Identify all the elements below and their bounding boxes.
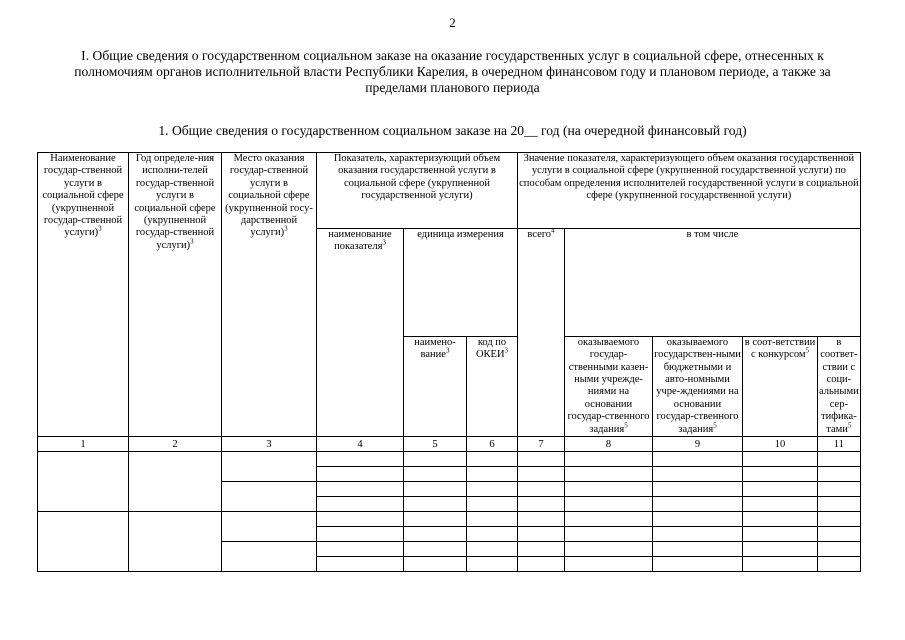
social-order-table — [37, 152, 861, 572]
column-number: 5 — [404, 437, 467, 452]
section-heading: I. Общие сведения о государственном социальном заказе на оказание государственных услуг в социальной сфере, отнесенных к полномочиям органов исполнительной власти Республики Карелия, в очередном финансовом году и плановом периоде, а также за пределами планового периода — [74, 48, 831, 95]
header-unit-name: наимено-вание$^3$ — [404, 336, 467, 436]
data-cell[interactable] — [743, 497, 818, 512]
data-cell[interactable] — [565, 542, 653, 557]
data-cell[interactable] — [653, 467, 743, 482]
column-number: 2 — [129, 437, 222, 452]
data-cell[interactable] — [518, 482, 565, 497]
header-service-name: Наименование государ-ственной услуги в социальной сфере (укрупненной государ-ственной услуги)$^3$ — [38, 153, 129, 437]
data-cell[interactable] — [743, 557, 818, 572]
data-cell[interactable] — [518, 452, 565, 467]
data-cell-location[interactable] — [222, 542, 317, 572]
header-year: Год определе-ния исполни-телей государ-ственной услуги в социальной сфере (укрупненной государ-ственной услуги)$^3$ — [129, 153, 222, 437]
header-budget-institutions: оказываемого государствен-ными бюджетными и авто-номными учре-ждениями на основании государ-ственного задания$^5$ — [654, 336, 741, 435]
data-cell[interactable] — [404, 497, 467, 512]
data-cell[interactable] — [404, 512, 467, 527]
data-cell[interactable] — [518, 557, 565, 572]
data-cell[interactable] — [404, 482, 467, 497]
data-cell-year[interactable] — [129, 512, 222, 572]
data-cell-location[interactable] — [222, 482, 317, 512]
data-cell[interactable] — [565, 482, 653, 497]
data-cell[interactable] — [317, 497, 404, 512]
page-number: 2 — [449, 15, 456, 30]
data-cell[interactable] — [317, 527, 404, 542]
data-cell[interactable] — [317, 512, 404, 527]
data-cell[interactable] — [565, 497, 653, 512]
data-cell[interactable] — [565, 557, 653, 572]
data-cell[interactable] — [653, 452, 743, 467]
data-cell[interactable] — [653, 557, 743, 572]
data-cell[interactable] — [818, 467, 861, 482]
header-unit-group: единица измерения — [404, 229, 518, 337]
header-value-group: Значение показателя, характеризующего объем оказания государственной услуги в социальной сфере (укрупненной государственной услуги) по способам определения исполнителей государственной услуги в социальной сфере (укрупненной государственной услуги) — [518, 153, 861, 229]
data-row — [38, 512, 861, 527]
data-cell[interactable] — [743, 467, 818, 482]
header-gov-institutions: оказываемого государ-ственными казен-ными учрежде-ниями на основании государ-ственного задания$^5$ — [565, 336, 653, 436]
header-row-1 — [38, 153, 861, 229]
data-cell[interactable] — [404, 542, 467, 557]
header-competition: в соот-ветствии с конкурсом$^5$ — [743, 336, 818, 436]
data-cell[interactable] — [565, 452, 653, 467]
data-cell[interactable] — [743, 512, 818, 527]
data-cell[interactable] — [404, 527, 467, 542]
data-cell[interactable] — [518, 497, 565, 512]
column-numbers-row — [38, 437, 861, 452]
column-number: 4 — [317, 437, 404, 452]
data-cell[interactable] — [818, 497, 861, 512]
data-cell[interactable] — [317, 557, 404, 572]
header-okei-code: код по ОКЕИ$^3$ — [467, 336, 518, 436]
data-cell[interactable] — [653, 482, 743, 497]
column-number: 6 — [467, 437, 518, 452]
data-cell[interactable] — [653, 527, 743, 542]
data-cell[interactable] — [565, 512, 653, 527]
data-cell[interactable] — [317, 482, 404, 497]
data-cell[interactable] — [818, 512, 861, 527]
data-cell[interactable] — [653, 542, 743, 557]
data-cell[interactable] — [467, 542, 518, 557]
data-cell[interactable] — [743, 482, 818, 497]
column-number: 10 — [743, 437, 818, 452]
data-cell[interactable] — [653, 497, 743, 512]
data-cell[interactable] — [565, 527, 653, 542]
header-indicator-name: наименование показателя$^3$ — [317, 229, 404, 437]
data-cell-location[interactable] — [222, 512, 317, 542]
header-certificates: в соответ-ствии с соци-альными сер-тифика-тами$^5$ — [819, 336, 859, 435]
data-cell[interactable] — [518, 542, 565, 557]
column-number: 9 — [653, 437, 743, 452]
data-cell[interactable] — [743, 452, 818, 467]
data-cell[interactable] — [565, 467, 653, 482]
data-cell[interactable] — [467, 557, 518, 572]
column-number: 8 — [565, 437, 653, 452]
data-cell-year[interactable] — [129, 452, 222, 512]
data-cell[interactable] — [467, 452, 518, 467]
data-cell[interactable] — [818, 527, 861, 542]
data-row — [38, 452, 861, 467]
header-including: в том числе — [565, 229, 861, 337]
data-cell[interactable] — [317, 542, 404, 557]
data-cell[interactable] — [467, 512, 518, 527]
data-cell[interactable] — [743, 542, 818, 557]
data-cell[interactable] — [467, 527, 518, 542]
data-cell[interactable] — [818, 482, 861, 497]
data-cell[interactable] — [518, 467, 565, 482]
data-cell[interactable] — [653, 512, 743, 527]
header-indicator-group: Показатель, характеризующий объем оказания государственной услуги в социальной сфере (укрупненной государственной услуги) — [317, 153, 518, 229]
data-cell[interactable] — [743, 527, 818, 542]
header-total: всего$^4$ — [518, 229, 565, 437]
data-cell[interactable] — [404, 452, 467, 467]
data-cell[interactable] — [818, 542, 861, 557]
data-cell[interactable] — [317, 467, 404, 482]
data-cell[interactable] — [818, 452, 861, 467]
data-cell-service[interactable] — [38, 512, 129, 572]
data-cell-location[interactable] — [222, 452, 317, 482]
data-cell[interactable] — [404, 557, 467, 572]
column-number: 7 — [518, 437, 565, 452]
data-cell[interactable] — [467, 482, 518, 497]
data-cell[interactable] — [317, 452, 404, 467]
subsection-heading: 1. Общие сведения о государственном социальном заказе на 20__ год (на очередной финансовый год) — [158, 123, 747, 138]
data-cell[interactable] — [518, 527, 565, 542]
data-cell[interactable] — [467, 497, 518, 512]
data-cell[interactable] — [467, 467, 518, 482]
header-location: Место оказания государ-ственной услуги в социальной сфере (укрупненной госу-дарственной услуги)$^3$ — [222, 153, 317, 437]
data-cell[interactable] — [404, 467, 467, 482]
data-cell-service[interactable] — [38, 452, 129, 512]
column-number: 3 — [222, 437, 317, 452]
column-number: 11 — [818, 437, 861, 452]
column-number: 1 — [38, 437, 129, 452]
data-cell[interactable] — [818, 557, 861, 572]
data-cell[interactable] — [518, 512, 565, 527]
